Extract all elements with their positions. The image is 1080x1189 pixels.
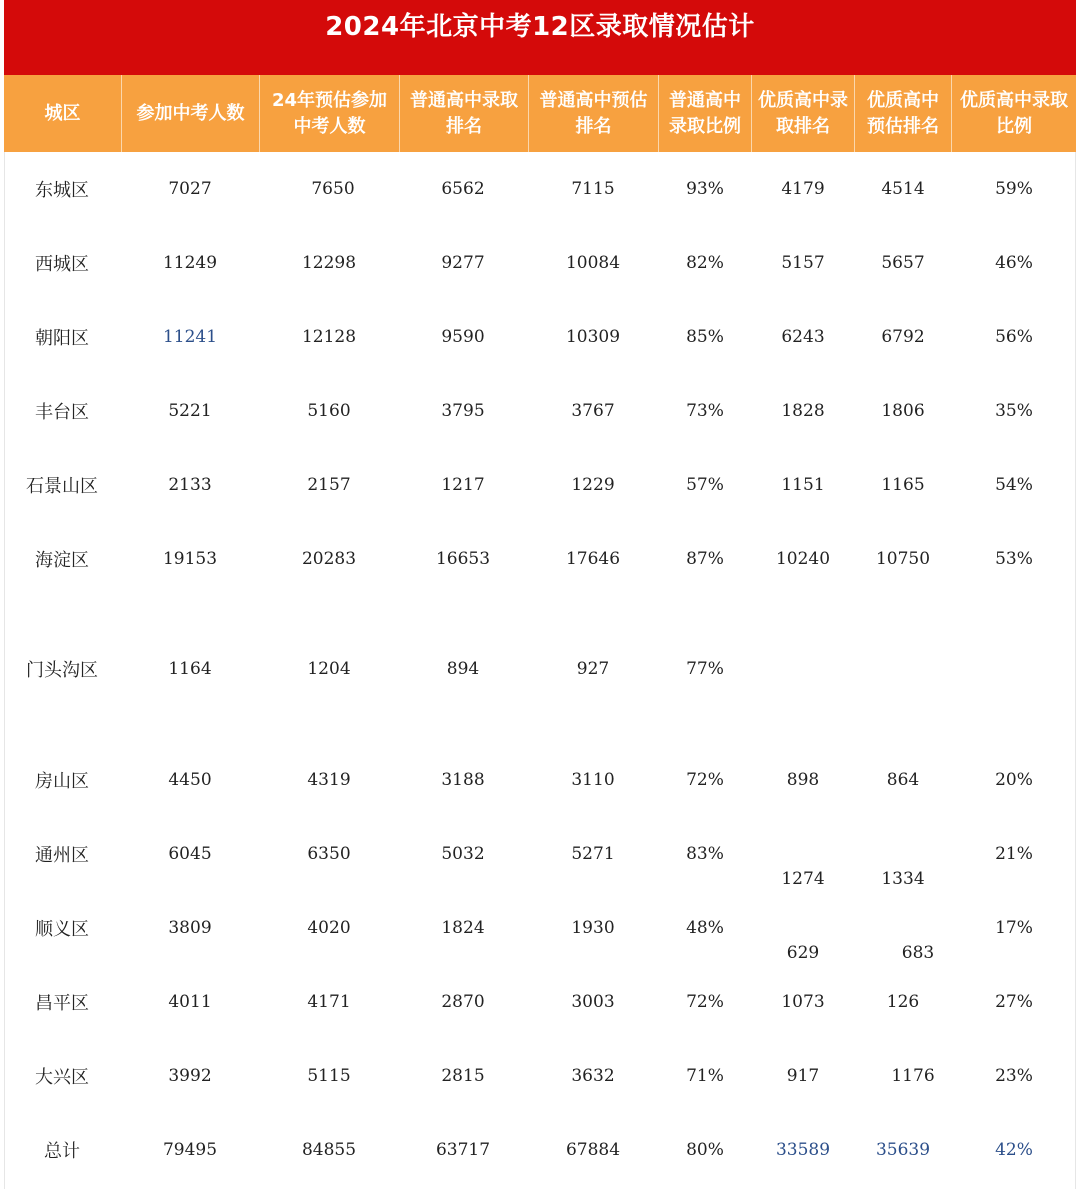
district-name-cell: 总计 — [44, 1141, 80, 1162]
district-name-cell: 顺义区 — [35, 919, 89, 940]
table-cell: 3003 — [571, 992, 615, 1012]
table-cell: 1165 — [881, 475, 925, 495]
table-cell: 1176 — [891, 1066, 935, 1086]
table-header-row — [4, 75, 1076, 152]
table-cell: 67884 — [565, 1140, 621, 1160]
table-cell: 1217 — [441, 475, 485, 495]
table-cell: 79495 — [162, 1140, 218, 1160]
title-bar — [4, 0, 1076, 75]
table-right-border — [1075, 152, 1076, 1189]
table-cell: 83% — [686, 844, 724, 864]
table-cell: 10240 — [775, 549, 831, 569]
table-cell: 7650 — [311, 179, 355, 199]
table-cell: 73% — [686, 401, 724, 421]
table-cell: 1824 — [441, 918, 485, 938]
table-cell: 10084 — [565, 253, 621, 273]
table-cell: 1229 — [571, 475, 615, 495]
table-cell: 3992 — [168, 1066, 212, 1086]
table-cell: 1164 — [168, 659, 212, 679]
table-cell: 2815 — [441, 1066, 485, 1086]
table-cell: 898 — [786, 770, 820, 790]
table-cell: 23% — [995, 1066, 1033, 1086]
table-cell: 9590 — [441, 327, 485, 347]
table-cell: 1806 — [881, 401, 925, 421]
table-cell: 6045 — [168, 844, 212, 864]
table-cell: 82% — [686, 253, 724, 273]
district-name-cell: 石景山区 — [26, 476, 98, 497]
table-cell: 42% — [995, 1140, 1033, 1160]
table-cell: 683 — [901, 943, 935, 963]
table-cell: 5032 — [441, 844, 485, 864]
table-cell: 6350 — [307, 844, 351, 864]
table-cell: 71% — [686, 1066, 724, 1086]
district-name-cell: 门头沟区 — [26, 660, 98, 681]
table-cell: 5221 — [168, 401, 212, 421]
table-cell: 1334 — [881, 869, 925, 889]
district-name-cell: 房山区 — [35, 771, 89, 792]
table-cell: 1930 — [571, 918, 615, 938]
district-name-cell: 西城区 — [35, 254, 89, 275]
table-cell: 10750 — [875, 549, 931, 569]
table-cell: 4171 — [307, 992, 351, 1012]
column-header: 优质高中录取比例 — [960, 89, 1068, 137]
table-cell: 1151 — [781, 475, 825, 495]
table-cell: 2133 — [168, 475, 212, 495]
column-header: 普通高中预估排名 — [529, 75, 659, 152]
column-header: 普通高中录取排名 — [400, 75, 529, 152]
table-cell: 20283 — [301, 549, 357, 569]
table-cell: 16653 — [435, 549, 491, 569]
table-cell: 5160 — [307, 401, 351, 421]
table-cell: 126 — [886, 992, 920, 1012]
column-header: 城区 — [4, 75, 122, 152]
table-cell: 2870 — [441, 992, 485, 1012]
table-cell: 5115 — [307, 1066, 351, 1086]
table-cell: 1274 — [781, 869, 825, 889]
table-cell: 6792 — [881, 327, 925, 347]
table-cell: 5157 — [781, 253, 825, 273]
table-cell: 6562 — [441, 179, 485, 199]
district-name-cell: 海淀区 — [35, 550, 89, 571]
table-cell: 72% — [686, 770, 724, 790]
table-cell: 53% — [995, 549, 1033, 569]
table-cell: 3188 — [441, 770, 485, 790]
table-cell: 6243 — [781, 327, 825, 347]
table-cell: 1073 — [781, 992, 825, 1012]
table-cell: 17646 — [565, 549, 621, 569]
page — [4, 0, 1076, 1189]
table-cell: 27% — [995, 992, 1033, 1012]
table-cell: 72% — [686, 992, 724, 1012]
table-cell: 12298 — [301, 253, 357, 273]
table-cell: 20% — [995, 770, 1033, 790]
table-cell: 3795 — [441, 401, 485, 421]
table-cell: 4179 — [781, 179, 825, 199]
table-cell: 4514 — [881, 179, 925, 199]
column-header: 24年预估参加中考人数 — [260, 75, 400, 152]
table-cell: 2157 — [307, 475, 351, 495]
column-header: 优质高中录取排名 — [752, 75, 855, 152]
table-cell: 1828 — [781, 401, 825, 421]
table-cell: 11249 — [162, 253, 218, 273]
table-cell: 77% — [686, 659, 724, 679]
table-cell: 12128 — [301, 327, 357, 347]
table-cell: 10309 — [565, 327, 621, 347]
column-header: 优质高中预估排名 — [855, 75, 952, 152]
table-cell: 629 — [786, 943, 820, 963]
table-cell: 80% — [686, 1140, 724, 1160]
table-cell: 917 — [786, 1066, 820, 1086]
column-header: 参加中考人数 — [122, 75, 260, 152]
table-cell: 21% — [995, 844, 1033, 864]
table-cell: 4020 — [307, 918, 351, 938]
table-cell: 4319 — [307, 770, 351, 790]
table-cell: 3632 — [571, 1066, 615, 1086]
table-cell: 93% — [686, 179, 724, 199]
district-name-cell: 大兴区 — [35, 1067, 89, 1088]
page-title: 2024年北京中考12区录取情况估计 — [325, 12, 755, 42]
table-cell: 84855 — [301, 1140, 357, 1160]
table-cell: 11241 — [162, 327, 218, 347]
table-cell: 7027 — [168, 179, 212, 199]
table-cell: 87% — [686, 549, 724, 569]
column-header: 普通高中录取比例 — [659, 75, 752, 152]
table-cell: 35639 — [875, 1140, 931, 1160]
table-cell: 3767 — [571, 401, 615, 421]
table-cell: 9277 — [441, 253, 485, 273]
table-cell: 927 — [576, 659, 610, 679]
table-cell: 56% — [995, 327, 1033, 347]
table-cell: 3809 — [168, 918, 212, 938]
district-name-cell: 东城区 — [35, 180, 89, 201]
table-cell: 63717 — [435, 1140, 491, 1160]
table-left-border — [4, 152, 5, 1189]
table-cell: 894 — [446, 659, 480, 679]
table-cell: 46% — [995, 253, 1033, 273]
table-cell: 59% — [995, 179, 1033, 199]
table-cell: 85% — [686, 327, 724, 347]
table-cell: 33589 — [775, 1140, 831, 1160]
table-cell: 19153 — [162, 549, 218, 569]
district-name-cell: 丰台区 — [35, 402, 89, 423]
table-cell: 5657 — [881, 253, 925, 273]
table-cell: 54% — [995, 475, 1033, 495]
table-cell: 48% — [686, 918, 724, 938]
table-cell: 1204 — [307, 659, 351, 679]
table-cell: 7115 — [571, 179, 615, 199]
district-name-cell: 昌平区 — [35, 993, 89, 1014]
district-name-cell: 朝阳区 — [35, 328, 89, 349]
district-name-cell: 通州区 — [35, 845, 89, 866]
table-cell: 4450 — [168, 770, 212, 790]
table-cell: 864 — [886, 770, 920, 790]
table-cell: 57% — [686, 475, 724, 495]
table-cell: 4011 — [168, 992, 212, 1012]
table-cell: 3110 — [571, 770, 615, 790]
table-cell: 35% — [995, 401, 1033, 421]
table-cell: 17% — [995, 918, 1033, 938]
table-cell: 5271 — [571, 844, 615, 864]
